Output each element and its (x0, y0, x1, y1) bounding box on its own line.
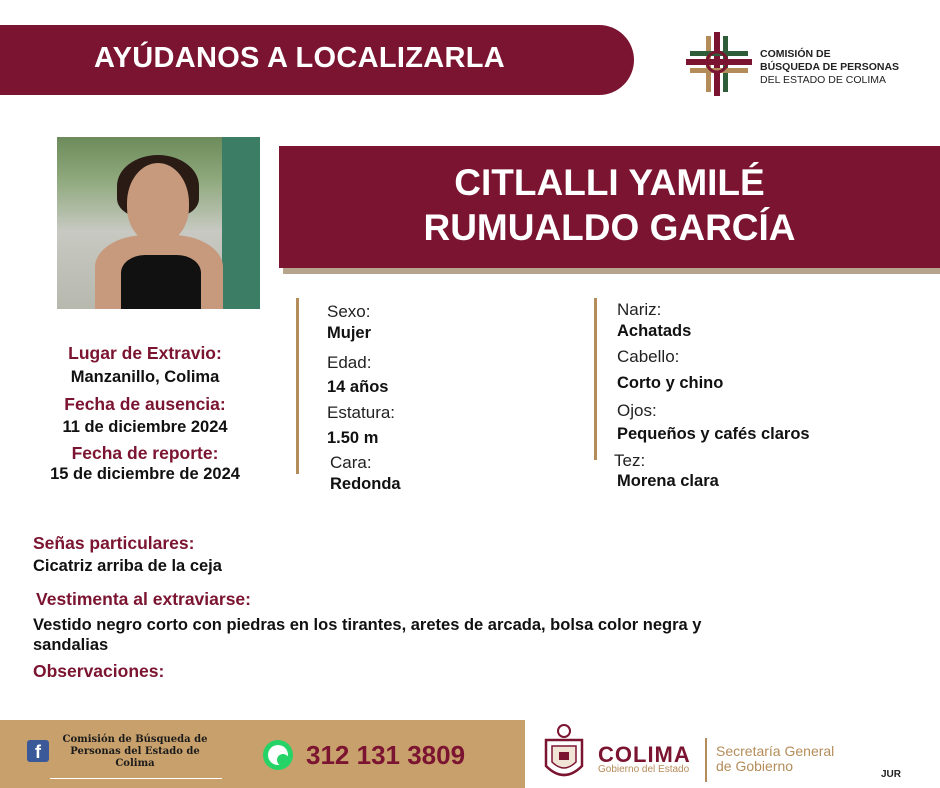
commission-line1: COMISIÓN DE (760, 48, 831, 60)
estatura-label: Estatura: (327, 403, 396, 422)
top-banner (0, 25, 634, 95)
cara-label: Cara: (330, 453, 372, 472)
banner-title: AYÚDANOS A LOCALIZARLA (94, 42, 505, 74)
commission-emblem-icon (686, 32, 752, 96)
sexo-value: Mujer (327, 324, 372, 342)
secretaria-general: Secretaría General de Gobierno (716, 743, 835, 774)
state-crest-icon (542, 722, 586, 784)
person-name-line1: CITLALLI YAMILÉ (454, 162, 765, 203)
colima-subtitle: Gobierno del Estado (598, 764, 690, 775)
document-code: JUR (881, 769, 902, 780)
details-left-divider (296, 298, 299, 474)
commission-line2: BÚSQUEDA DE PERSONAS (760, 61, 900, 73)
cara-value: Redonda (330, 475, 401, 493)
person-name-box (279, 146, 940, 268)
colima-wordmark: COLIMA (598, 742, 691, 767)
vestimenta-value-line2: sandalias (33, 636, 109, 654)
lugar-label: Lugar de Extravio: (68, 343, 222, 363)
ojos-label: Ojos: (617, 401, 657, 420)
sexo-label: Sexo: (327, 302, 371, 321)
facebook-icon[interactable]: f (27, 740, 49, 762)
contact-phone[interactable]: 312 131 3809 (306, 740, 466, 770)
footer-underline (50, 778, 222, 779)
cabello-label: Cabello: (617, 347, 680, 366)
ojos-value: Pequeños y cafés claros (617, 425, 810, 443)
cabello-value: Corto y chino (617, 374, 724, 392)
nariz-value: Achatads (617, 322, 692, 340)
senas-value: Cicatriz arriba de la ceja (33, 557, 222, 575)
missing-person-photo (57, 137, 260, 309)
commission-logo (686, 32, 936, 96)
facebook-page-name[interactable]: Comisión de Búsqueda de Personas del Estado de Colima (62, 734, 208, 769)
footer-logo-divider (705, 738, 707, 782)
details-right-divider (594, 298, 597, 460)
estatura-value: 1.50 m (327, 429, 379, 447)
reporte-label: Fecha de reporte: (71, 443, 219, 463)
person-name-line2: RUMUALDO GARCÍA (423, 207, 796, 248)
vestimenta-label: Vestimenta al extraviarse: (36, 589, 251, 609)
vestimenta-value-line1: Vestido negro corto con piedras en los tirantes, aretes de arcada, bolsa color negra y (33, 616, 702, 634)
tez-value: Morena clara (617, 472, 719, 490)
observaciones-label: Observaciones: (33, 661, 165, 681)
ausencia-value: 11 de diciembre 2024 (62, 418, 228, 436)
tez-label: Tez: (614, 451, 646, 470)
senas-label: Señas particulares: (33, 533, 195, 553)
reporte-value: 15 de diciembre de 2024 (50, 465, 240, 483)
ausencia-label: Fecha de ausencia: (64, 394, 226, 414)
commission-line3: DEL ESTADO DE COLIMA (760, 74, 887, 86)
lugar-value: Manzanillo, Colima (70, 368, 220, 386)
whatsapp-icon[interactable] (263, 740, 293, 770)
nariz-label: Nariz: (617, 300, 662, 319)
edad-label: Edad: (327, 353, 372, 372)
edad-value: 14 años (327, 378, 389, 396)
